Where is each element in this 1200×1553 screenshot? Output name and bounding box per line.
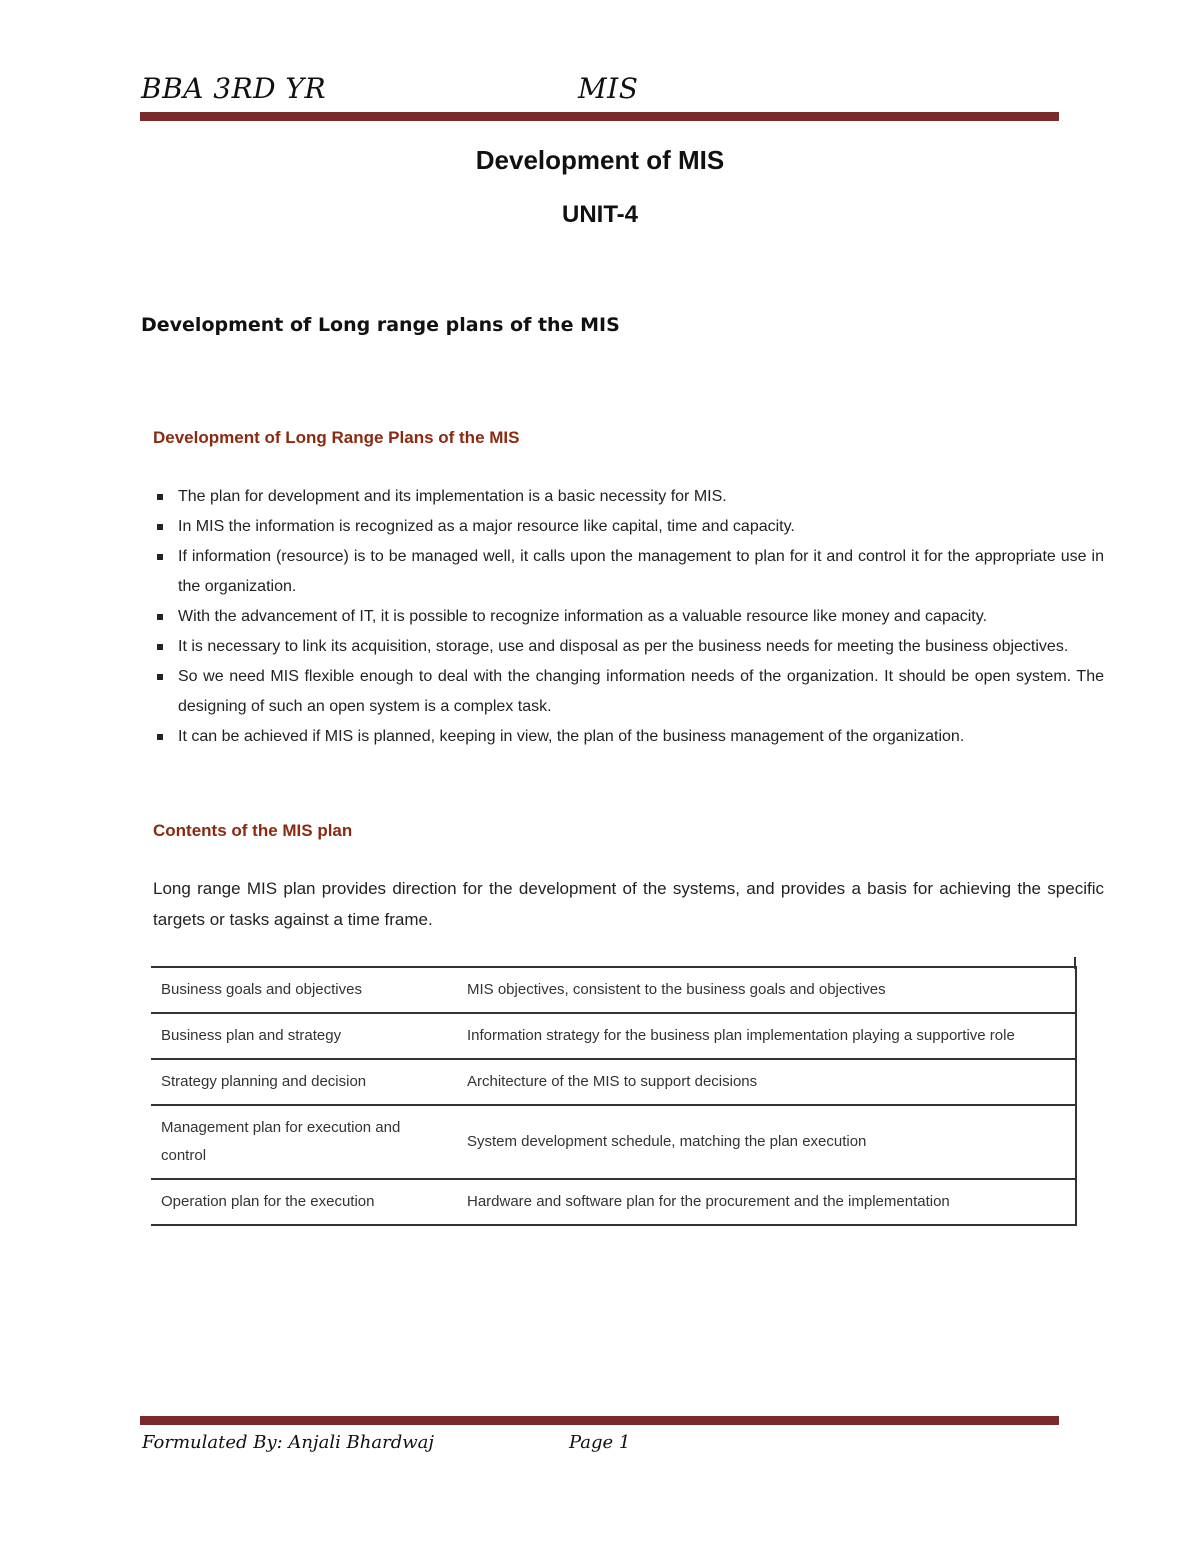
bullet-icon (157, 674, 163, 680)
bullet-icon (157, 614, 163, 620)
table-cell: System development schedule, matching the plan execution (457, 1105, 1076, 1179)
bullet-icon (157, 734, 163, 740)
list-item-text: It can be achieved if MIS is planned, keeping in view, the plan of the business management of the organization. (178, 728, 965, 745)
table-row (151, 1059, 1076, 1105)
bullet-icon (157, 494, 163, 500)
list-item-text: The plan for development and its implementation is a basic necessity for MIS. (178, 488, 727, 505)
table-cell: MIS objectives, consistent to the business goals and objectives (457, 967, 1076, 1013)
table-row (151, 967, 1076, 1013)
table-cell: Operation plan for the execution (151, 1179, 457, 1225)
table-cell: Business goals and objectives (151, 967, 457, 1013)
table-cell: Business plan and strategy (151, 1013, 457, 1059)
list-item-text: It is necessary to link its acquisition, storage, use and disposal as per the business needs for meeting the business objectives. (178, 638, 1069, 655)
bullet-icon (157, 554, 163, 560)
article-heading-long-range-plans: Development of Long Range Plans of the MIS (153, 428, 520, 447)
table-cell: Architecture of the MIS to support decisions (457, 1059, 1076, 1105)
bullet-icon (157, 644, 163, 650)
article-paragraph: Long range MIS plan provides direction for the development of the systems, and provides a basis for achieving the specific targets or tasks against a time frame. (153, 879, 1104, 929)
table-border-tick (1074, 957, 1076, 969)
table-row (151, 1179, 1076, 1225)
header-course: BBA 3RD YR (141, 72, 327, 105)
article-heading-contents: Contents of the MIS plan (153, 821, 353, 840)
bullet-list (140, 482, 1104, 752)
list-item (140, 722, 1104, 752)
header-subject: MIS (578, 72, 639, 105)
header-rule (140, 112, 1059, 121)
table-cell: Hardware and software plan for the procurement and the implementation (457, 1179, 1076, 1225)
list-item (140, 602, 1104, 632)
table-cell: Strategy planning and decision (151, 1059, 457, 1105)
table-cell: Management plan for execution and control (151, 1105, 457, 1179)
list-item-text: So we need MIS flexible enough to deal with the changing information needs of the organization. It should be open system. The designing of such an open system is a complex task. (178, 668, 1104, 715)
table-row (151, 1105, 1076, 1179)
section-heading: Development of Long range plans of the MIS (141, 314, 620, 336)
list-item-text: If information (resource) is to be managed well, it calls upon the management to plan for it and control it for the appropriate use in the organization. (178, 548, 1104, 595)
bullet-icon (157, 524, 163, 530)
footer-page-number: Page 1 (569, 1432, 631, 1453)
list-item-text: With the advancement of IT, it is possible to recognize information as a valuable resource like money and capacity. (178, 608, 988, 625)
mis-plan-table (151, 966, 1077, 1226)
unit-label: UNIT-4 (561, 201, 638, 228)
list-item (140, 512, 1104, 542)
footer-rule (140, 1416, 1059, 1425)
list-item-text: In MIS the information is recognized as a major resource like capital, time and capacity. (178, 518, 795, 535)
table-row (151, 1013, 1076, 1059)
list-item (140, 632, 1104, 662)
list-item (140, 542, 1104, 602)
page-title: Development of MIS (475, 145, 725, 175)
list-item (140, 662, 1104, 722)
footer-author: Formulated By: Anjali Bhardwaj (142, 1432, 434, 1453)
list-item (140, 482, 1104, 512)
table-cell: Information strategy for the business plan implementation playing a supportive role (457, 1013, 1076, 1059)
